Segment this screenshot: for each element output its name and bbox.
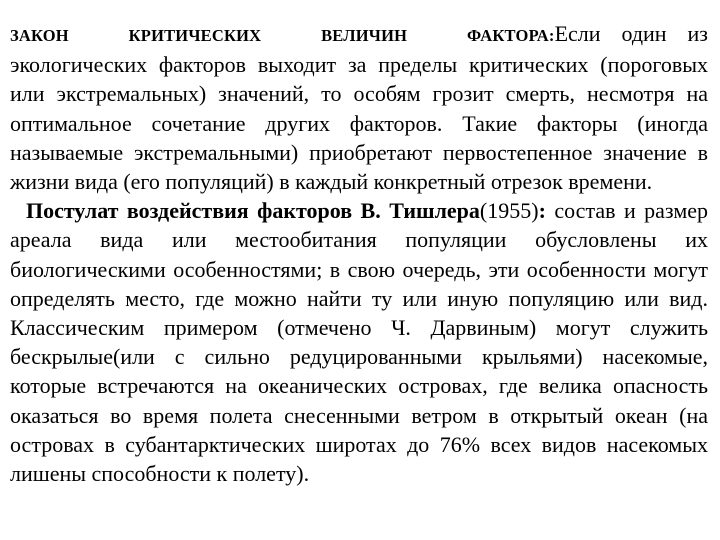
postulate-heading: Постулат воздействия факторов В. Тишлера (26, 198, 480, 224)
postulate-body: состав и размер ареала вида или местообитания популяции обусловлены их биологическими особенностями; в свою очередь, эти особенности могут определять место, где можно найти ту или иную популяцию или вид. Классическим примером (отмечено Ч. Дарвиным) могут служить бескрылые(или с сильно редуцированными крыльями) насекомые, которые встречаются на океанических островах, где велика опасность оказаться во время полета снесенными ветром в открытый океан (на островах в субантарктических широтах до 76% всех видов насекомых лишены способности к полету). (10, 198, 709, 487)
law-heading: ЗАКОН КРИТИЧЕСКИХ ВЕЛИЧИН ФАКТОРА: (10, 26, 555, 45)
postulate-colon: : (538, 198, 546, 224)
postulate-paragraph (10, 196, 708, 488)
law-paragraph (10, 19, 708, 196)
law-body: Если один из экологических факторов выходит за пределы критических (пороговых или экстремальных) значений, то особям грозит смерть, несмотря на оптимальное сочетание других факторов. Такие факторы (иногда называемые экстремальными) приобретают первостепенное значение в жизни вида (его популяций) в каждый конкретный отрезок времени. (10, 21, 708, 195)
postulate-year: (1955) (479, 198, 539, 224)
